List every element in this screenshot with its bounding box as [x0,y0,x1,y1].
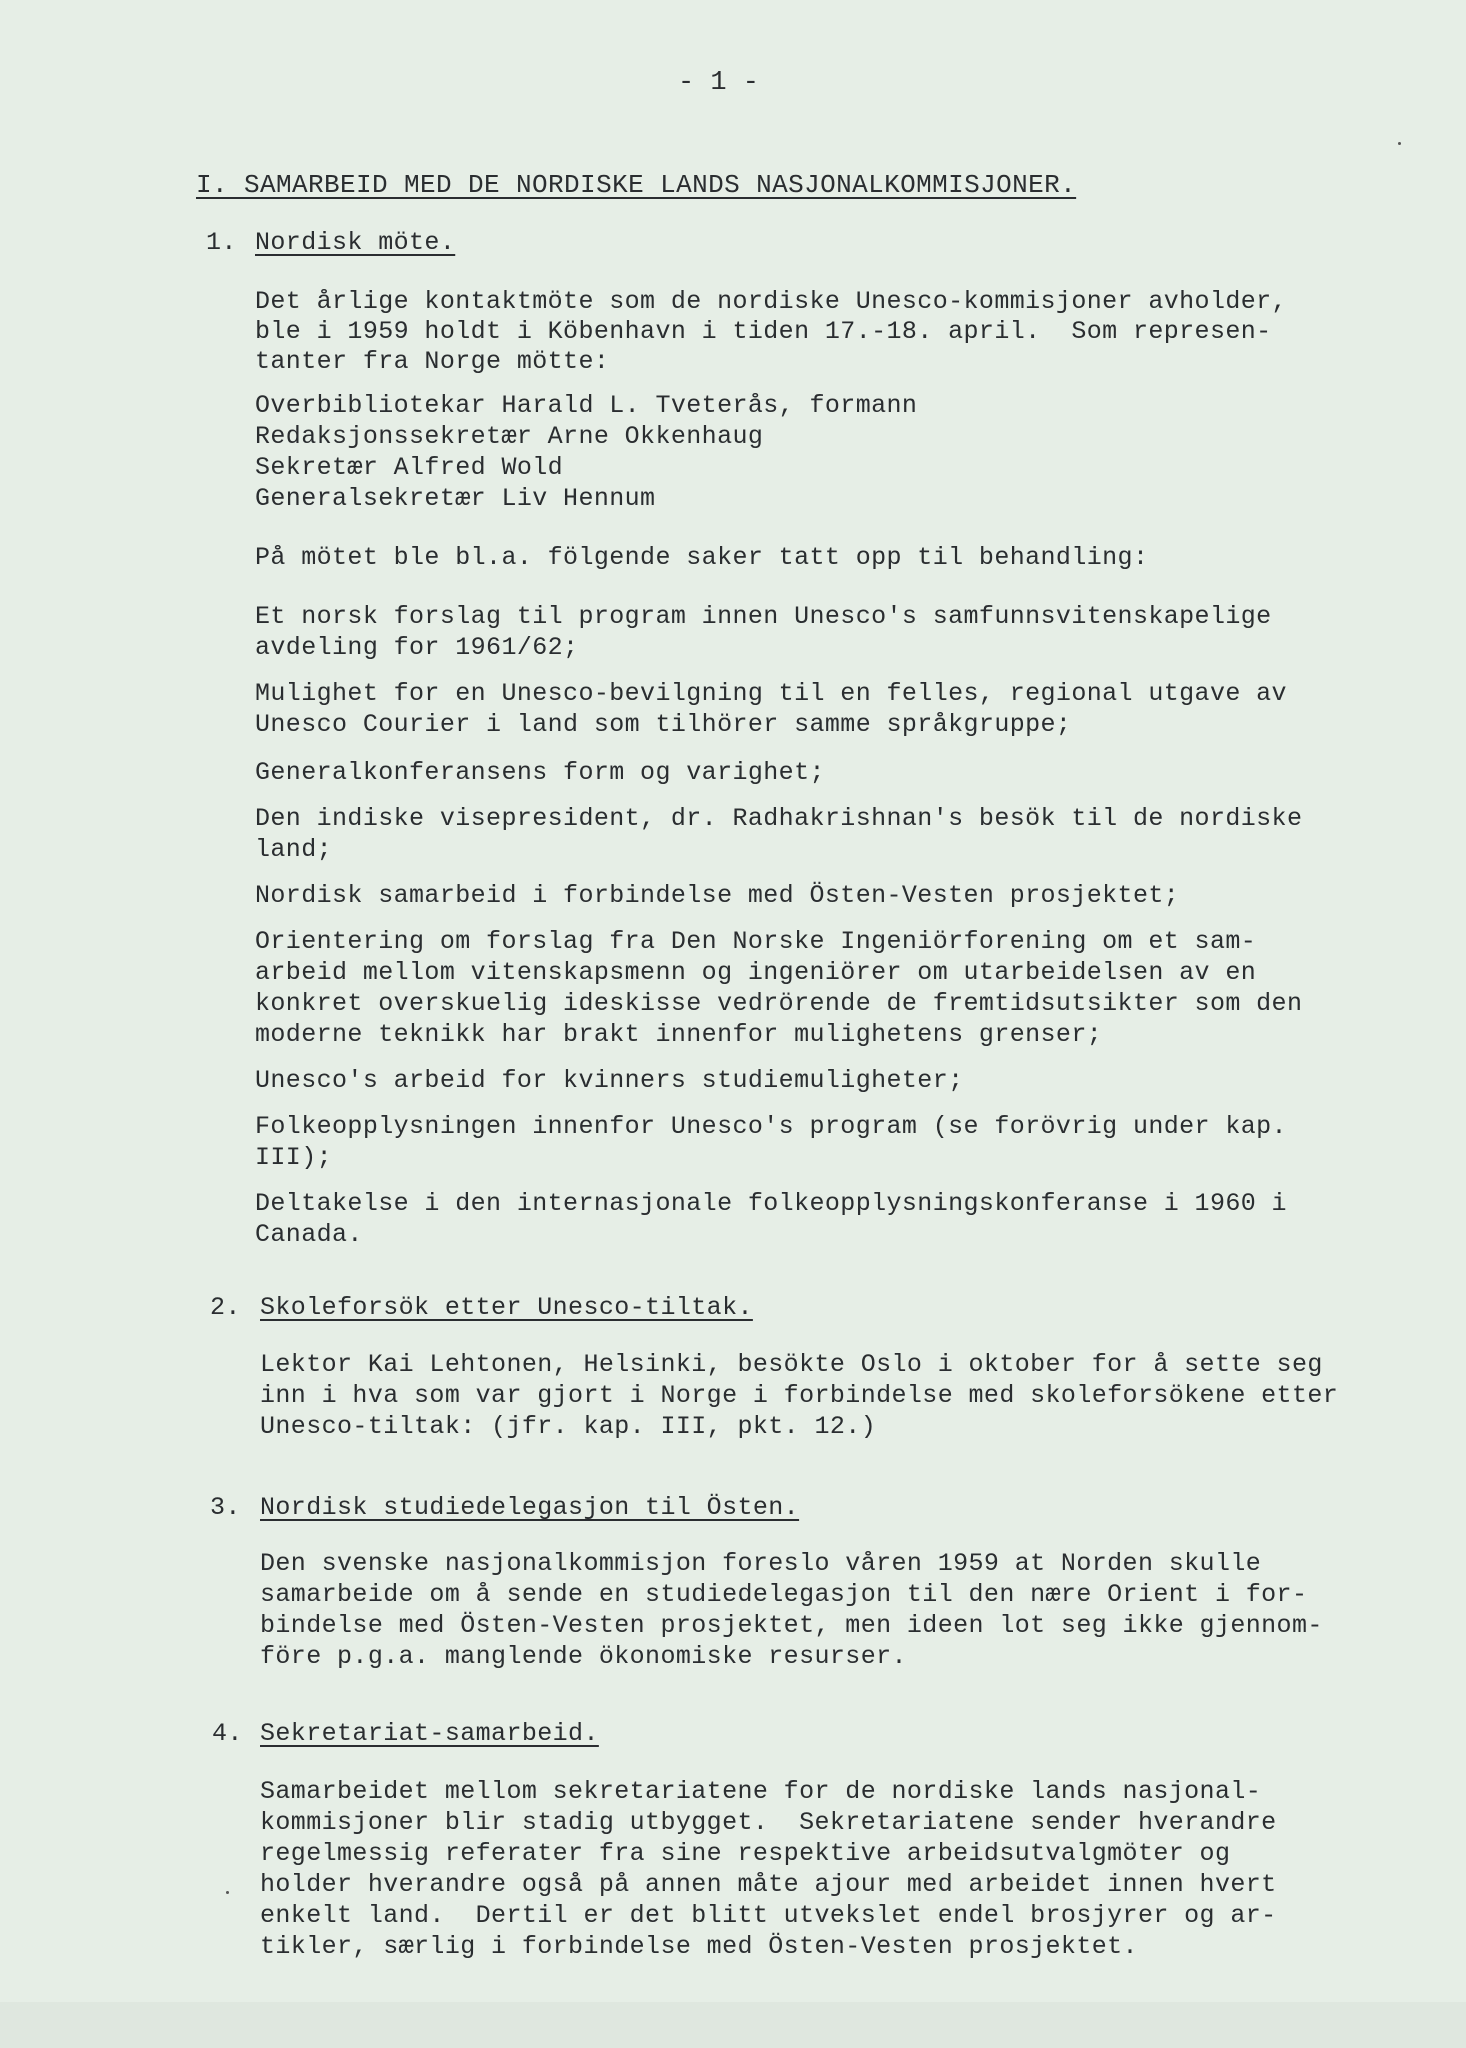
agenda-item-line: Mulighet for en Unesco-bevilgning til en felles, regional utgave av [255,679,1287,708]
agenda-item-line: Den indiske visepresident, dr. Radhakrishnan's besök til de nordiske [255,804,1303,833]
page-number: - 1 - [678,68,760,98]
paragraph-line: Lektor Kai Lehtonen, Helsinki, besökte Oslo i oktober for å sette seg [260,1350,1323,1379]
paragraph-line: bindelse med Östen-Vesten prosjektet, men ideen lot seg ikke gjennom- [260,1611,1323,1640]
paragraph-line: Samarbeidet mellom sekretariatene for de nordiske lands nasjonal- [260,1777,1262,1806]
section-title: Nordisk möte. [255,228,456,257]
agenda-item-line: Et norsk forslag til program innen Unesco's samfunnsvitenskapelige [255,602,1272,631]
section-title: Sekretariat-samarbeid. [260,1719,599,1748]
paragraph-line: enkelt land. Dertil er det blitt utvekslet endel brosjyrer og ar- [260,1901,1277,1930]
section-number: 1. [206,228,237,257]
section-number: 3. [210,1493,241,1522]
representative: Redaksjonssekretær Arne Okkenhaug [255,422,764,451]
agenda-item-line: III); [255,1143,333,1172]
agenda-item-line: avdeling for 1961/62; [255,633,579,662]
paper-speck [1398,142,1401,145]
agenda-item-line: Unesco's arbeid for kvinners studiemuligheter; [255,1066,964,1095]
agenda-item-line: Generalkonferansens form og varighet; [255,758,825,787]
representative: Overbibliotekar Harald L. Tveterås, formann [255,391,918,420]
agenda-item-line: konkret overskuelig ideskisse vedrörende de fremtidsutsikter som den [255,989,1303,1018]
section-number: 4. [212,1719,243,1748]
agenda-item-line: Nordisk samarbeid i forbindelse med Östen-Vesten prosjektet; [255,881,1180,910]
agenda-item-line: Folkeopplysningen innenfor Unesco's program (se forövrig under kap. [255,1112,1287,1141]
paragraph-line: Den svenske nasjonalkommisjon foreslo våren 1959 at Norden skulle [260,1549,1262,1578]
paragraph-line: tanter fra Norge mötte: [255,347,610,376]
section-title: Skoleforsök etter Unesco-tiltak. [260,1293,753,1322]
agenda-item-line: moderne teknikk har brakt innenfor mulighetens grenser; [255,1020,1103,1049]
agenda-item-line: Canada. [255,1220,363,1249]
paragraph-line: ble i 1959 holdt i Köbenhavn i tiden 17.-18. april. Som represen- [255,317,1272,346]
paragraph-line: tikler, særlig i forbindelse med Östen-Vesten prosjektet. [260,1932,1138,1961]
paragraph-line: kommisjoner blir stadig utbygget. Sekretariatene sender hverandre [260,1808,1277,1837]
scan-bottom-edge [0,2002,1466,2048]
agenda-item-line: Deltakelse i den internasjonale folkeopplysningskonferanse i 1960 i [255,1189,1287,1218]
section-title: Nordisk studiedelegasjon til Östen. [260,1493,800,1522]
agenda-intro: På mötet ble bl.a. fölgende saker tatt opp til behandling: [255,543,1149,572]
agenda-item-line: arbeid mellom vitenskapsmenn og ingeniörer om utarbeidelsen av en [255,958,1257,987]
paragraph-line: holder hverandre også på annen måte ajour med arbeidet innen hvert [260,1870,1277,1899]
paragraph-line: Det årlige kontaktmöte som de nordiske Unesco-kommisjoner avholder, [255,287,1287,316]
paragraph-line: regelmessig referater fra sine respektive arbeidsutvalgmöter og [260,1839,1231,1868]
agenda-item-line: Orientering om forslag fra Den Norske Ingeniörforening om et sam- [255,927,1257,956]
section-number: 2. [210,1293,241,1322]
agenda-item-line: Unesco Courier i land som tilhörer samme språkgruppe; [255,710,1072,739]
paragraph-line: före p.g.a. manglende ökonomiske resurser. [260,1642,907,1671]
chapter-heading: I. SAMARBEID MED DE NORDISKE LANDS NASJONALKOMMISJONER. [196,170,1077,200]
paper-speck [226,1891,229,1894]
representative: Sekretær Alfred Wold [255,453,564,482]
paragraph-line: Unesco-tiltak: (jfr. kap. III, pkt. 12.) [260,1412,877,1441]
paragraph-line: samarbeide om å sende en studiedelegasjon til den nære Orient i for- [260,1580,1308,1609]
representative: Generalsekretær Liv Hennum [255,484,656,513]
agenda-item-line: land; [255,835,333,864]
paragraph-line: inn i hva som var gjort i Norge i forbindelse med skoleforsökene etter [260,1381,1339,1410]
